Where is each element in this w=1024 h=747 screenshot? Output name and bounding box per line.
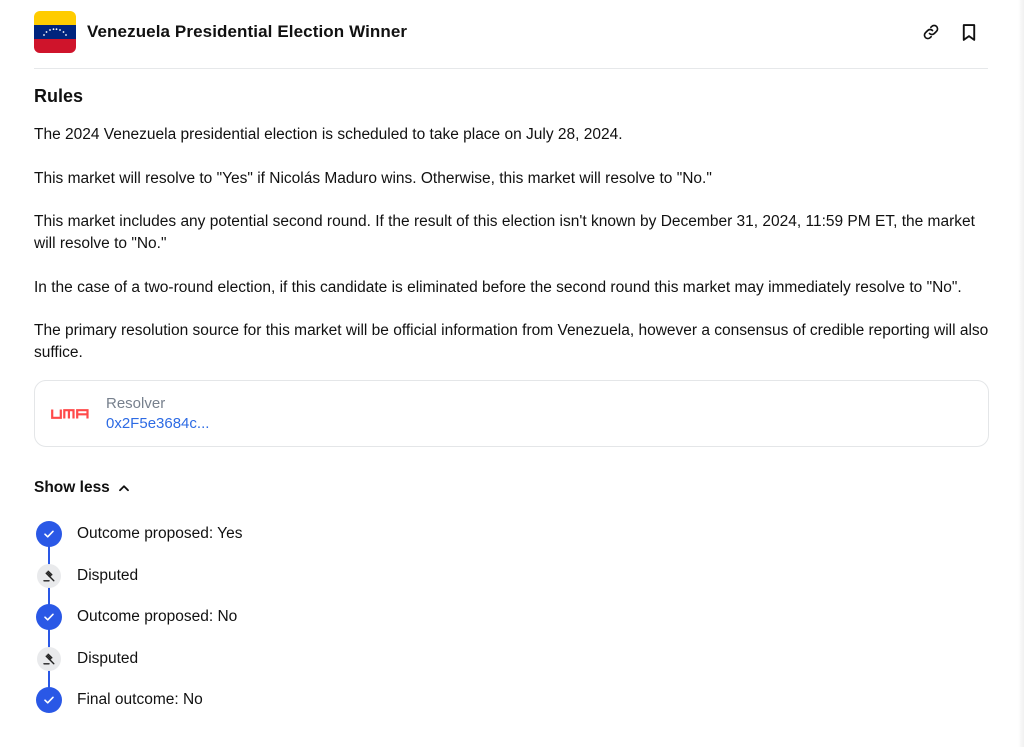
header-divider <box>34 68 988 69</box>
resolver-info <box>106 394 209 434</box>
uma-logo <box>51 406 91 422</box>
gavel-icon <box>37 564 61 588</box>
link-icon[interactable] <box>920 21 942 43</box>
rules-paragraph: The primary resolution source for this market will be official information from Venezuela, however a consensus of credible reporting will also suffice. <box>34 322 989 361</box>
resolver-label: Resolver <box>106 394 166 412</box>
timeline-item <box>36 563 138 589</box>
rules-paragraph: This market will resolve to "Yes" if Nicolás Maduro wins. Otherwise, this market will resolve to "No." <box>34 169 712 187</box>
gavel-icon <box>37 647 61 671</box>
timeline-label: Outcome proposed: No <box>77 608 238 625</box>
timeline-item <box>36 646 138 672</box>
venezuela-flag-icon <box>34 11 76 53</box>
uma-logo-icon <box>51 409 89 419</box>
timeline-label: Disputed <box>77 650 139 667</box>
timeline-label: Outcome proposed: Yes <box>77 525 243 542</box>
flag-stars-icon <box>34 25 76 39</box>
chevron-up-icon <box>118 482 130 494</box>
timeline-item <box>36 604 237 630</box>
check-icon <box>36 521 62 547</box>
timeline-label: Disputed <box>77 567 139 584</box>
check-icon <box>36 687 62 713</box>
rules-body <box>34 124 994 386</box>
header-actions <box>920 21 980 43</box>
resolver-card <box>34 380 989 447</box>
timeline-item <box>36 521 242 547</box>
rules-paragraph: In the case of a two-round election, if this candidate is eliminated before the second round this market may immediately resolve to "No". <box>34 278 962 296</box>
timeline-item <box>36 687 203 713</box>
timeline-label: Final outcome: No <box>77 691 203 708</box>
panel-edge-shadow <box>1018 0 1024 747</box>
market-title: Venezuela Presidential Election Winner <box>87 22 408 41</box>
show-less-toggle[interactable] <box>34 479 130 497</box>
resolution-timeline <box>36 521 436 721</box>
check-icon <box>36 604 62 630</box>
bookmark-icon[interactable] <box>958 21 980 43</box>
market-header <box>34 10 988 54</box>
rules-heading: Rules <box>34 86 84 106</box>
show-less-label: Show less <box>34 479 110 496</box>
rules-paragraph: The 2024 Venezuela presidential election is scheduled to take place on July 28, 2024. <box>34 126 623 143</box>
resolver-address-link[interactable]: 0x2F5e3684c... <box>106 414 210 432</box>
rules-paragraph: This market includes any potential second round. If the result of this election isn't known by December 31, 2024, 11:59 PM ET, the market will resolve to "No." <box>34 213 975 252</box>
